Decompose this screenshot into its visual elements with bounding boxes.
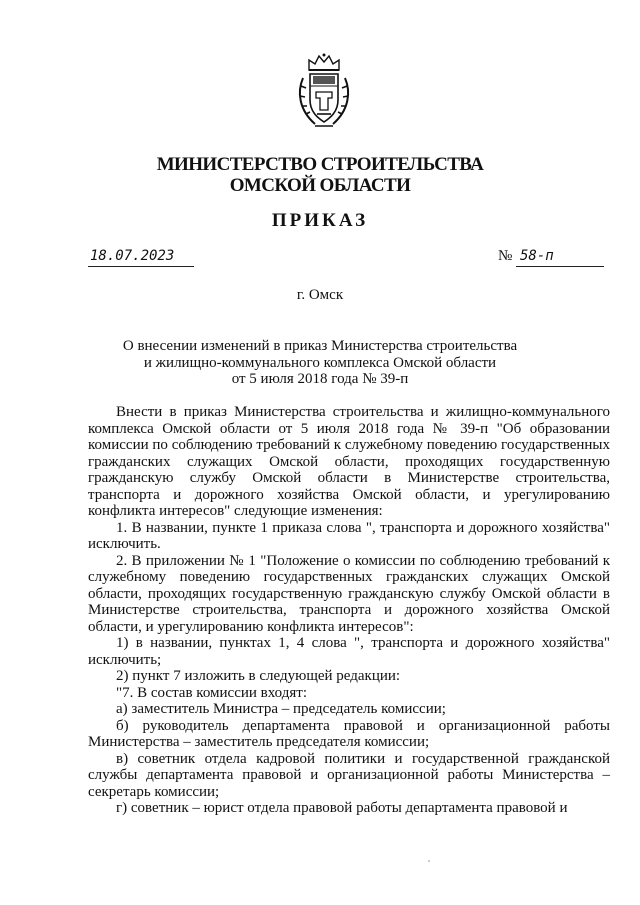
subject-line2: и жилищно-коммунального комплекса Омской области <box>143 354 497 371</box>
body-paragraph: 2. В приложении № 1 "Положение о комиссии по соблюдению требований к служебному поведению государственных гражданских служащих Омской области, проходящих государственную гражданскую службу Омской области в Министерстве строительства, транспорта и дорожного хозяйства Омской области, и урегулированию конфликта интересов": <box>88 552 610 635</box>
order-number: 58-п <box>516 248 604 267</box>
city: г. Омск <box>296 287 344 303</box>
body-paragraph: "7. В состав комиссии входят: <box>116 684 308 701</box>
ministry-name-line1: МИНИСТЕРСТВО СТРОИТЕЛЬСТВА <box>156 154 484 175</box>
omsk-coat-of-arms-icon <box>295 52 353 130</box>
subject-line3: от 5 июля 2018 года № 39-п <box>231 371 409 387</box>
body-paragraph: 2) пункт 7 изложить в следующей редакции: <box>116 668 401 684</box>
subject-line1: О внесении изменений в приказ Министерства строительства <box>122 338 518 354</box>
body-paragraph: б) руководитель департамента правовой и организационной работы Министерства – заместитель председателя комиссии; <box>88 717 610 750</box>
body-paragraph: 1) в названии, пунктах 1, 4 слова ", транспорта и дорожного хозяйства" исключить; <box>88 635 610 668</box>
body-paragraph: Внести в приказ Министерства строительства и жилищно-коммунального комплекса Омской области от 5 июля 2018 года № 39-п "Об образовании комиссии по соблюдению требований к служебному поведению государственных гражданских служащих Омской области, проходящих государственную гражданскую службу Омской области в Министерстве строительства, транспорта и дорожного хозяйства Омской области, и урегулированию конфликта интересов" следующие изменения: <box>88 404 610 519</box>
ministry-name-line2: ОМСКОЙ ОБЛАСТИ <box>229 175 411 196</box>
ministry-name <box>0 154 640 196</box>
order-body <box>88 404 610 817</box>
order-subject <box>90 338 550 388</box>
body-paragraph: г) советник – юрист отдела правовой работы департамента правовой и <box>116 800 568 816</box>
order-number-sign: № <box>498 248 513 264</box>
scan-speck <box>428 860 430 862</box>
order-date: 18.07.2023 <box>88 248 194 267</box>
body-paragraph: а) заместитель Министра – председатель комиссии; <box>116 701 446 717</box>
body-paragraph: 1. В названии, пункте 1 приказа слова ", транспорта и дорожного хозяйства" исключить. <box>88 519 610 552</box>
body-paragraph: в) советник отдела кадровой политики и государственной гражданской службы департамента правовой и организационной работы Министерства – секретарь комиссии; <box>88 750 610 800</box>
order-title: ПРИКАЗ <box>271 210 369 231</box>
